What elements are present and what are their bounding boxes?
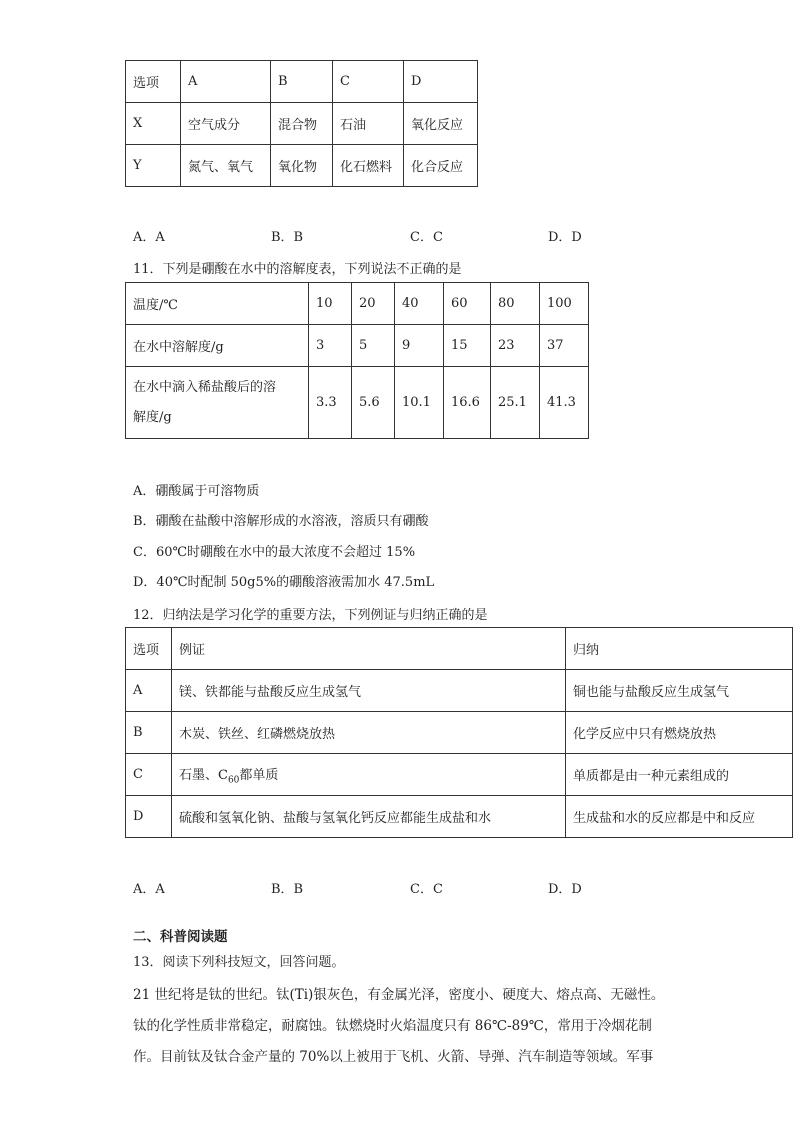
q10-header-cell: 选项 [126, 61, 181, 103]
q12-example-text: 石墨、C [179, 767, 228, 783]
q11-temp-cell: 60 [444, 283, 491, 325]
q10-cell: Y [126, 145, 181, 187]
q10-cell: 石油 [333, 103, 404, 145]
q12-induction-cell: 生成盐和水的反应都是中和反应 [566, 796, 793, 838]
q12-choice-c[interactable]: C．C [410, 882, 443, 897]
q12-example-text-post: 都单质 [239, 767, 279, 783]
q10-header-cell: A [181, 61, 271, 103]
q12-induction-cell: 铜也能与盐酸反应生成氢气 [566, 670, 793, 712]
q11-header-label: 温度/℃ [126, 283, 309, 325]
q10-cell: X [126, 103, 181, 145]
table-row [126, 796, 793, 838]
q10-header-cell: D [404, 61, 478, 103]
q11-row1-cell: 23 [491, 325, 540, 367]
q13-stem: 13．阅读下列科技短文，回答问题。 [133, 955, 345, 970]
q11-row2-label-line2: 解度/g [133, 409, 172, 425]
q11-temp-cell: 20 [352, 283, 395, 325]
q12-option-cell: D [126, 796, 172, 838]
q10-cell: 混合物 [271, 103, 333, 145]
q11-row2-cell: 41.3 [540, 367, 589, 439]
passage-line: 钛的化学性质非常稳定，耐腐蚀。钛燃烧时火焰温度只有 86℃-89℃，常用于冷烟花制 [133, 1018, 652, 1034]
q10-table [125, 60, 478, 187]
q11-row1-cell: 3 [309, 325, 352, 367]
q11-temp-cell: 40 [395, 283, 444, 325]
q12-stem: 12．归纳法是学习化学的重要方法，下列例证与归纳正确的是 [133, 608, 488, 623]
q12-option-cell: B [126, 712, 172, 754]
q11-row1-cell: 5 [352, 325, 395, 367]
q12-header-example: 例证 [172, 628, 566, 670]
q10-cell: 氮气、氧气 [181, 145, 271, 187]
q12-option-cell: C [126, 754, 172, 796]
table-row [126, 670, 793, 712]
q12-example-cell: 镁、铁都能与盐酸反应生成氢气 [172, 670, 566, 712]
q11-temp-cell: 80 [491, 283, 540, 325]
q11-row2-cell: 3.3 [309, 367, 352, 439]
q12-header-induction: 归纳 [566, 628, 793, 670]
q11-row2-cell: 5.6 [352, 367, 395, 439]
passage-line: 作。目前钛及钛合金产量的 70%以上被用于飞机、火箭、导弹、汽车制造等领域。军事 [133, 1049, 654, 1065]
q10-header-cell: C [333, 61, 404, 103]
q12-example-cell: 木炭、铁丝、红磷燃烧放热 [172, 712, 566, 754]
q10-cell: 空气成分 [181, 103, 271, 145]
q10-cell: 化石燃料 [333, 145, 404, 187]
table-row [126, 712, 793, 754]
q11-temp-cell: 100 [540, 283, 589, 325]
q10-cell: 氧化反应 [404, 103, 478, 145]
q11-row2-cell: 10.1 [395, 367, 444, 439]
q11-row1-cell: 15 [444, 325, 491, 367]
q11-option-a[interactable]: A．硼酸属于可溶物质 [133, 484, 260, 499]
q10-cell: 化合反应 [404, 145, 478, 187]
q10-header-cell: B [271, 61, 333, 103]
q10-choice-c[interactable]: C．C [410, 230, 443, 245]
q10-choice-a[interactable]: A．A [133, 230, 165, 245]
q10-choice-d[interactable]: D．D [548, 230, 582, 245]
table-row [126, 754, 793, 796]
q11-row1-label: 在水中溶解度/g [126, 325, 309, 367]
q12-induction-cell: 单质都是由一种元素组成的 [566, 754, 793, 796]
q11-row2-cell: 25.1 [491, 367, 540, 439]
passage-line: 21 世纪将是钛的世纪。钛(Ti)银灰色，有金属光泽，密度小、硬度大、熔点高、无磁性。 [133, 987, 665, 1003]
q12-option-cell: A [126, 670, 172, 712]
q11-table [125, 282, 589, 439]
q11-stem: 11．下列是硼酸在水中的溶解度表，下列说法不正确的是 [133, 262, 462, 277]
q11-row1-cell: 37 [540, 325, 589, 367]
q11-option-c[interactable]: C．60℃时硼酸在水中的最大浓度不会超过 15% [133, 545, 416, 560]
q10-choice-b[interactable]: B．B [271, 230, 304, 245]
q11-option-b[interactable]: B．硼酸在盐酸中溶解形成的水溶液，溶质只有硼酸 [133, 514, 429, 529]
q12-choice-a[interactable]: A．A [133, 882, 165, 897]
q11-option-d[interactable]: D．40℃时配制 50g5%的硼酸溶液需加水 47.5mL [133, 575, 435, 590]
q12-example-subscript: 60 [227, 775, 240, 786]
q12-induction-cell: 化学反应中只有燃烧放热 [566, 712, 793, 754]
section-heading: 二、科普阅读题 [133, 929, 228, 945]
q12-example-cell [172, 754, 566, 796]
q11-row2-label-line1: 在水中滴入稀盐酸后的溶 [133, 379, 277, 395]
q11-row1-cell: 9 [395, 325, 444, 367]
q12-header-option: 选项 [126, 628, 172, 670]
q12-choice-b[interactable]: B．B [271, 882, 304, 897]
q11-row2-label [126, 367, 309, 439]
q12-example-cell: 硫酸和氢氧化钠、盐酸与氢氧化钙反应都能生成盐和水 [172, 796, 566, 838]
q11-row2-cell: 16.6 [444, 367, 491, 439]
q10-cell: 氧化物 [271, 145, 333, 187]
q12-table [125, 627, 793, 838]
q11-temp-cell: 10 [309, 283, 352, 325]
q12-choice-d[interactable]: D．D [548, 882, 582, 897]
